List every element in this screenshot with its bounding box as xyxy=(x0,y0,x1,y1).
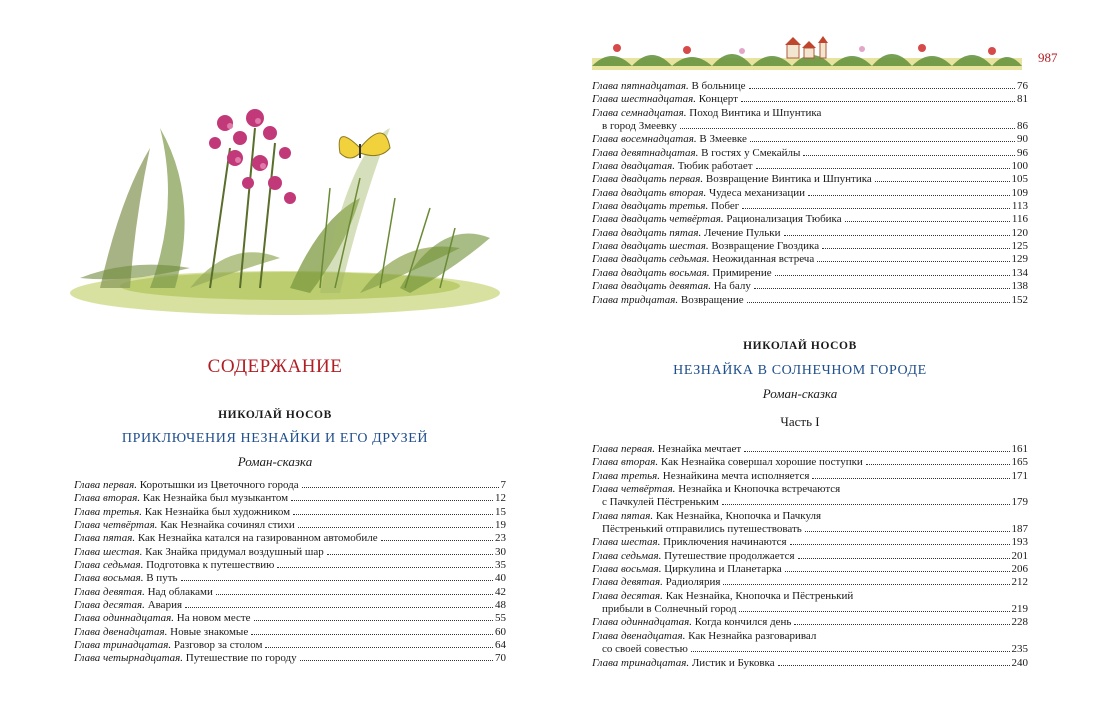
toc-entry[interactable]: Глава третья. Как Незнайка был художником 15 xyxy=(74,505,506,518)
toc-entry[interactable]: Глава двадцать четвёртая. Рационализация Тюбика 116 xyxy=(592,213,1028,226)
book2-part: Часть I xyxy=(780,414,820,429)
book1-toc xyxy=(74,479,506,666)
toc-entry[interactable]: Глава двенадцатая. Как Незнайка разговаривал со своей совестью 235 xyxy=(592,629,1028,656)
page-number: 987 xyxy=(1038,50,1058,65)
toc-entry[interactable]: Глава двенадцатая. Новые знакомые 60 xyxy=(74,625,506,638)
toc-entry[interactable]: Глава двадцать вторая. Чудеса механизации 109 xyxy=(592,186,1028,199)
toc-entry[interactable]: Глава девятая. Радиолярия 212 xyxy=(592,576,1028,589)
toc-entry[interactable]: Глава седьмая. Подготовка к путешествию 35 xyxy=(74,559,506,572)
book1-title: ПРИКЛЮЧЕНИЯ НЕЗНАЙКИ И ЕГО ДРУЗЕЙ xyxy=(121,431,429,446)
toc-entry[interactable]: Глава вторая. Как Незнайка совершал хорошие поступки 165 xyxy=(592,456,1028,469)
toc-entry[interactable]: Глава девятая. Над облаками 42 xyxy=(74,585,506,598)
toc-entry[interactable]: Глава вторая. Как Незнайка был музыкантом 12 xyxy=(74,492,506,505)
toc-entry[interactable]: Глава четырнадцатая. Путешествие по городу 70 xyxy=(74,652,506,665)
toc-entry[interactable]: Глава десятая. Авария 48 xyxy=(74,599,506,612)
book2-subtitle: Роман-сказка xyxy=(762,386,838,401)
toc-entry[interactable]: Глава шестнадцатая. Концерт 81 xyxy=(592,93,1028,106)
toc-entry[interactable]: Глава одиннадцатая. На новом месте 55 xyxy=(74,612,506,625)
toc-entry[interactable]: Глава тринадцатая. Разговор за столом 64 xyxy=(74,639,506,652)
toc-entry[interactable]: Глава пятая. Как Незнайка катался на газированном автомобиле 23 xyxy=(74,532,506,545)
toc-entry[interactable]: Глава десятая. Как Незнайка, Кнопочка и Пёстренький прибыли в Солнечный город 219 xyxy=(592,589,1028,616)
toc-entry[interactable]: Глава третья. Незнайкина мечта исполняется 171 xyxy=(592,469,1028,482)
toc-entry[interactable]: Глава двадцать шестая. Возвращение Гвоздика 125 xyxy=(592,240,1028,253)
toc-entry[interactable]: Глава тридцатая. Возвращение 152 xyxy=(592,293,1028,306)
contents-title: СОДЕРЖАНИЕ xyxy=(207,356,343,377)
right-page xyxy=(550,0,1100,719)
book2-title: НЕЗНАЙКА В СОЛНЕЧНОМ ГОРОДЕ xyxy=(673,363,927,378)
toc-entry[interactable]: Глава восьмая. Циркулина и Планетарка 206 xyxy=(592,563,1028,576)
book1-subtitle: Роман-сказка xyxy=(237,454,313,469)
toc-entry[interactable]: Глава семнадцатая. Поход Винтика и Шпунтика в город Змеевку 86 xyxy=(592,106,1028,133)
toc-entry[interactable]: Глава четвёртая. Незнайка и Кнопочка встречаются с Пачкулей Пёстреньким 179 xyxy=(592,483,1028,509)
toc-entry[interactable]: Глава восемнадцатая. В Змеевке 90 xyxy=(592,133,1028,146)
toc-entry[interactable]: Глава одиннадцатая. Когда кончился день 228 xyxy=(592,616,1028,629)
toc-entry[interactable]: Глава первая. Незнайка мечтает 161 xyxy=(592,443,1028,455)
toc-entry[interactable]: Глава двадцать седьмая. Неожиданная встреча 129 xyxy=(592,253,1028,266)
toc-entry[interactable]: Глава двадцать девятая. На балу 138 xyxy=(592,280,1028,293)
toc-entry[interactable]: Глава девятнадцатая. В гостях у Смекайлы 96 xyxy=(592,146,1028,159)
book1-author: НИКОЛАЙ НОСОВ xyxy=(218,409,332,421)
toc-entry[interactable]: Глава двадцатая. Тюбик работает 100 xyxy=(592,160,1028,173)
toc-entry[interactable]: Глава пятая. Как Незнайка, Кнопочка и Пачкуля Пёстренький отправились путешествовать 187 xyxy=(592,509,1028,536)
toc-entry[interactable]: Глава шестая. Приключения начинаются 193 xyxy=(592,536,1028,549)
book2-toc xyxy=(592,443,1028,670)
toc-entry[interactable]: Глава четвёртая. Как Незнайка сочинял стихи 19 xyxy=(74,519,506,532)
toc-entry[interactable]: Глава первая. Коротышки из Цветочного города 7 xyxy=(74,479,506,491)
toc-entry[interactable]: Глава двадцать восьмая. Примирение 134 xyxy=(592,266,1028,279)
header-banner-illustration xyxy=(592,36,1022,72)
toc-entry[interactable]: Глава двадцать пятая. Лечение Пульки 120 xyxy=(592,226,1028,239)
book2-author: НИКОЛАЙ НОСОВ xyxy=(743,340,857,352)
flowers-butterfly-illustration xyxy=(60,88,510,323)
toc-entry[interactable]: Глава седьмая. Путешествие продолжается 201 xyxy=(592,549,1028,562)
toc-entry[interactable]: Глава тринадцатая. Листик и Буковка 240 xyxy=(592,656,1028,669)
toc-entry[interactable]: Глава восьмая. В путь 40 xyxy=(74,572,506,585)
book1-toc-continued xyxy=(592,80,1028,307)
toc-entry[interactable]: Глава двадцать третья. Побег 113 xyxy=(592,200,1028,213)
toc-entry[interactable]: Глава шестая. Как Знайка придумал воздушный шар 30 xyxy=(74,545,506,558)
toc-entry[interactable]: Глава пятнадцатая. В больнице 76 xyxy=(592,80,1028,92)
toc-entry[interactable]: Глава двадцать первая. Возвращение Винтика и Шпунтика 105 xyxy=(592,173,1028,186)
